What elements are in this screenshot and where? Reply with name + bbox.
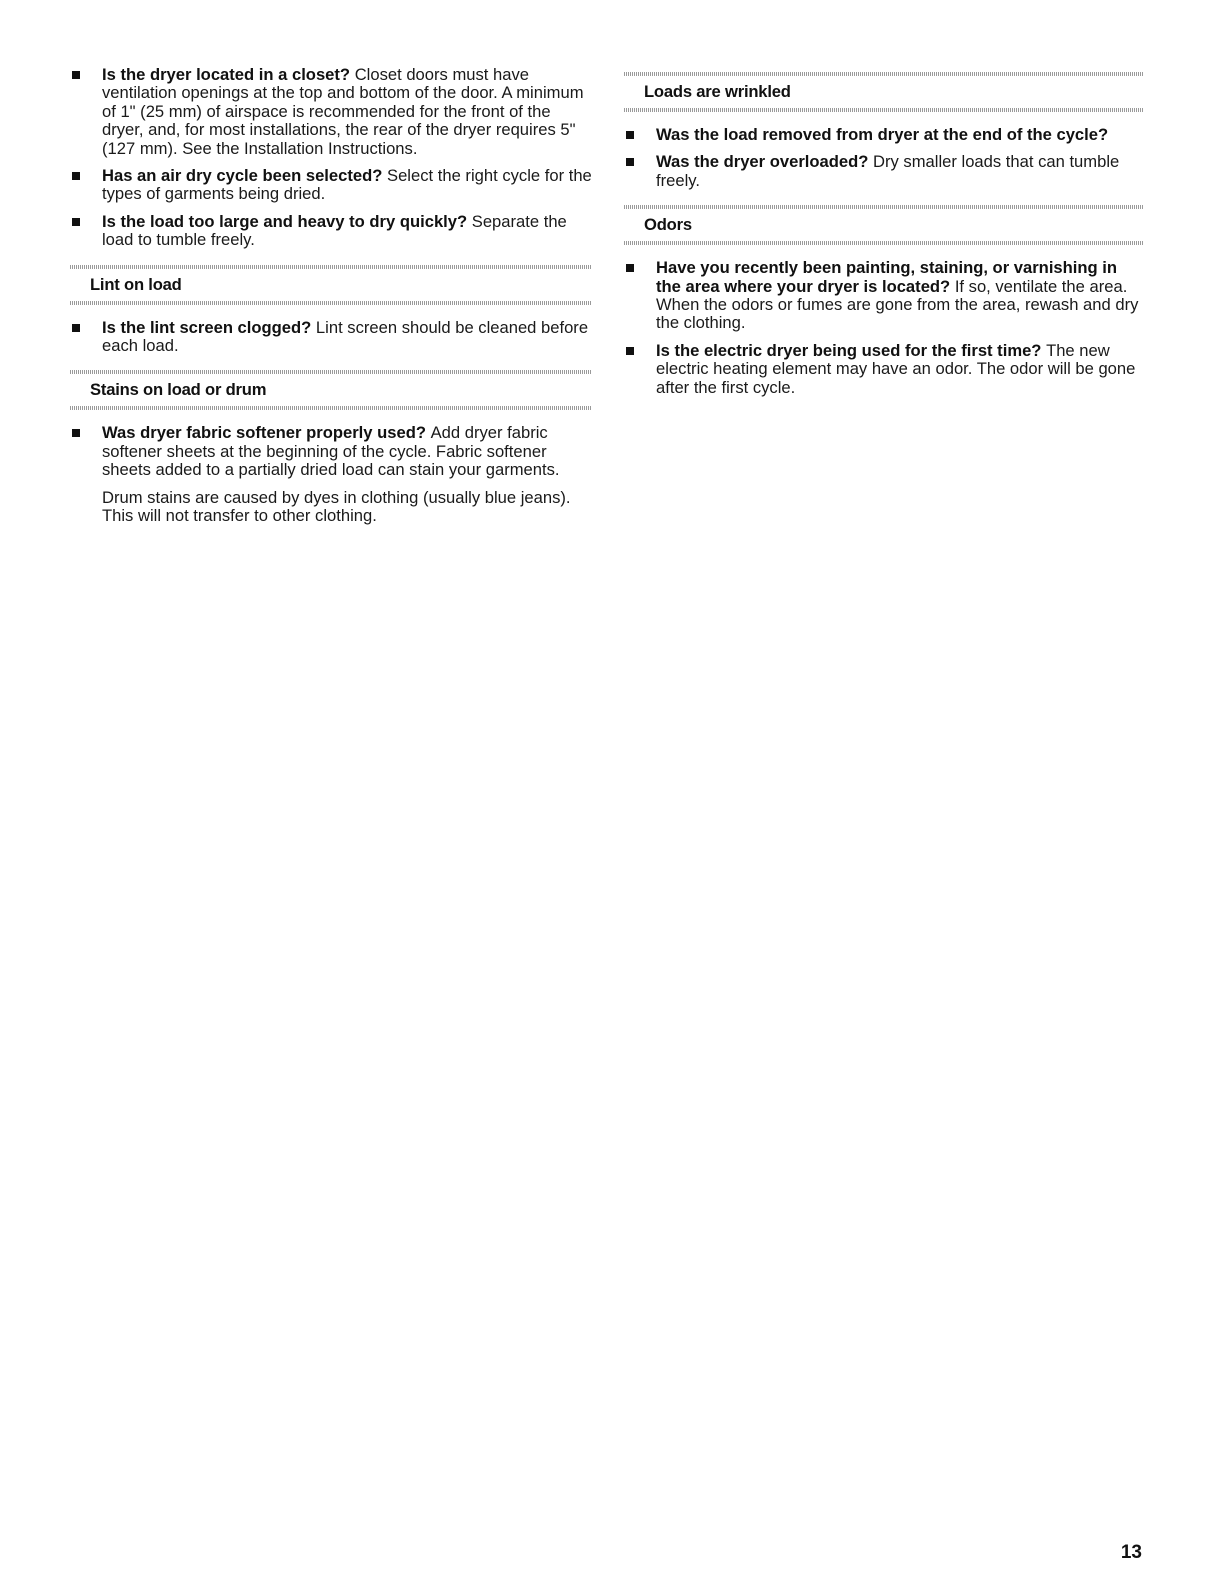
item-answer: Select the right cycle for the types of garments being dried. — [102, 166, 592, 204]
list-item-first-time — [624, 342, 1144, 397]
item-answer: If so, ventilate the area. When the odors or fumes are gone from the area, rewash and dry the clothing. — [656, 276, 1139, 333]
item-answer: Separate the load to tumble freely. — [102, 211, 567, 250]
item-answer: Add dryer fabric softener sheets at the beginning of the cycle. Fabric softener sheets added to a partially dried load can stain your garments. — [102, 423, 560, 480]
item-question: Has an air dry cycle been selected? — [102, 166, 388, 186]
section-loads-wrinkled — [624, 72, 1144, 112]
divider — [70, 301, 592, 305]
item-answer: Closet doors must have ventilation openings at the top and bottom of the door. A minimum of 1" (25 mm) of airspace is recommended for the front of the dryer, and, for most installations, the rear of the dryer requires 5" (127 mm). See the Installation Instructions. — [102, 65, 584, 158]
item-answer: Lint screen should be cleaned before each load. — [102, 317, 589, 356]
item-question: Is the dryer located in a closet? — [102, 65, 355, 84]
list-item-dryer-overloaded — [624, 153, 1144, 190]
bullet-icon — [626, 264, 634, 272]
list-item-painting — [624, 259, 1144, 333]
divider — [624, 108, 1144, 112]
item-question: Is the electric dryer being used for the first time? — [656, 340, 1047, 360]
divider — [624, 241, 1144, 245]
item-question: Is the load too large and heavy to dry quickly? — [102, 211, 472, 231]
page-number: 13 — [1120, 1542, 1142, 1563]
item-question: Was the load removed from dryer at the end of the cycle? — [656, 125, 1109, 144]
list-item-dryer-closet — [70, 66, 592, 158]
bullet-icon — [72, 429, 80, 437]
section-heading: Lint on load — [90, 274, 182, 294]
drum-stains-note: Drum stains are caused by dyes in clothing (usually blue jeans). This will not transfer to other clothing. — [102, 487, 571, 526]
list-item-lint-screen — [70, 319, 592, 356]
bullet-icon — [626, 347, 634, 355]
list-item-fabric-softener — [70, 424, 592, 479]
left-column — [70, 66, 592, 535]
section-stains — [70, 370, 592, 410]
divider — [70, 406, 592, 410]
section-heading: Stains on load or drum — [90, 380, 267, 400]
bullet-icon — [72, 218, 80, 226]
item-question: Was dryer fabric softener properly used? — [102, 423, 431, 443]
item-answer: Dry smaller loads that can tumble freely. — [656, 152, 1120, 190]
section-heading: Loads are wrinkled — [644, 82, 791, 101]
section-heading: Odors — [644, 215, 692, 235]
right-column — [624, 66, 1144, 406]
bullet-icon — [72, 324, 80, 332]
list-item-air-dry-cycle — [70, 167, 592, 204]
item-question: Have you recently been painting, staining, or varnishing in the area where your dryer is located? — [656, 258, 1118, 296]
section-odors — [624, 205, 1144, 245]
item-question: Was the dryer overloaded? — [656, 152, 874, 172]
item-question: Is the lint screen clogged? — [102, 317, 316, 337]
bullet-icon — [72, 71, 80, 79]
section-lint-on-load — [70, 265, 592, 305]
bullet-icon — [626, 131, 634, 139]
list-item-load-too-large — [70, 213, 592, 250]
list-item-load-removed — [624, 126, 1144, 144]
bullet-icon — [72, 172, 80, 180]
item-answer: The new electric heating element may have an odor. The odor will be gone after the first cycle. — [656, 340, 1136, 397]
bullet-icon — [626, 158, 634, 166]
